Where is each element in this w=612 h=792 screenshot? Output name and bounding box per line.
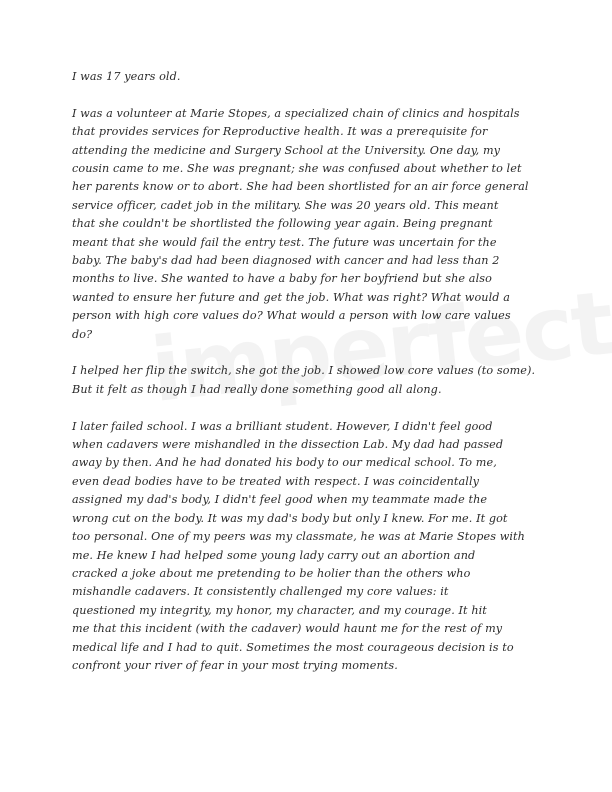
paragraph-3 [72,362,550,399]
text-line: months to live. She wanted to have a baby for her boyfriend but she also [72,272,492,286]
paragraph-1 [72,68,550,86]
text-line: even dead bodies have to be treated with respect. I was coincidentally [72,474,480,488]
text-line: cracked a joke about me pretending to be holier than the others who [72,566,471,580]
text-line: I was 17 years old. [72,70,181,83]
text-line: that she couldn't be shortlisted the following year again. Being pregnant [72,217,493,231]
text-line: too personal. One of my peers was my classmate, he was at Marie Stopes with [72,530,525,544]
text-line: when cadavers were mishandled in the dissection Lab. My dad had passed [72,438,504,452]
text-line: I was a volunteer at Marie Stopes, a specialized chain of clinics and hospitals [72,106,520,120]
text-line: cousin came to me. She was pregnant; she was confused about whether to let [72,162,522,176]
text-line: wrong cut on the body. It was my dad's body but only I knew. For me. It got [72,511,508,525]
text-line: meant that she would fail the entry test. The future was uncertain for the [72,235,497,249]
text-line: I later failed school. I was a brilliant student. However, I didn't feel good [72,419,493,433]
text-line: away by then. And he had donated his body to our medical school. To me, [72,456,497,470]
paragraph-2 [72,105,550,344]
text-line: that provides services for Reproductive health. It was a prerequisite for [72,125,488,139]
text-line: service officer, cadet job in the military. She was 20 years old. This meant [72,198,499,212]
text-line: questioned my integrity, my honor, my character, and my courage. It hit [72,603,487,617]
text-line: assigned my dad's body, I didn't feel good when my teammate made the [72,493,488,507]
text-line: person with high core values do? What would a person with low care values [72,309,511,323]
document-body [72,68,550,694]
text-line: me. He knew I had helped some young lady carry out an abortion and [72,548,476,562]
text-line: medical life and I had to quit. Sometimes the most courageous decision is to [72,640,514,654]
text-line: baby. The baby's dad had been diagnosed with cancer and had less than 2 [72,254,500,268]
text-line: attending the medicine and Surgery School at the University. One day, my [72,143,501,157]
text-line: wanted to ensure her future and get the job. What was right? What would a [72,290,510,304]
text-line: me that this incident (with the cadaver) would haunt me for the rest of my [72,622,503,636]
text-line: But it felt as though I had really done something good all along. [72,382,442,396]
text-line: I helped her flip the switch, she got the job. I showed low core values (to some). [72,364,536,378]
text-line: mishandle cadavers. It consistently challenged my core values: it [72,585,449,599]
text-line: do? [72,327,93,341]
text-line: confront your river of fear in your most trying moments. [72,658,398,672]
text-line: her parents know or to abort. She had been shortlisted for an air force general [72,180,529,194]
paragraph-4 [72,418,550,676]
